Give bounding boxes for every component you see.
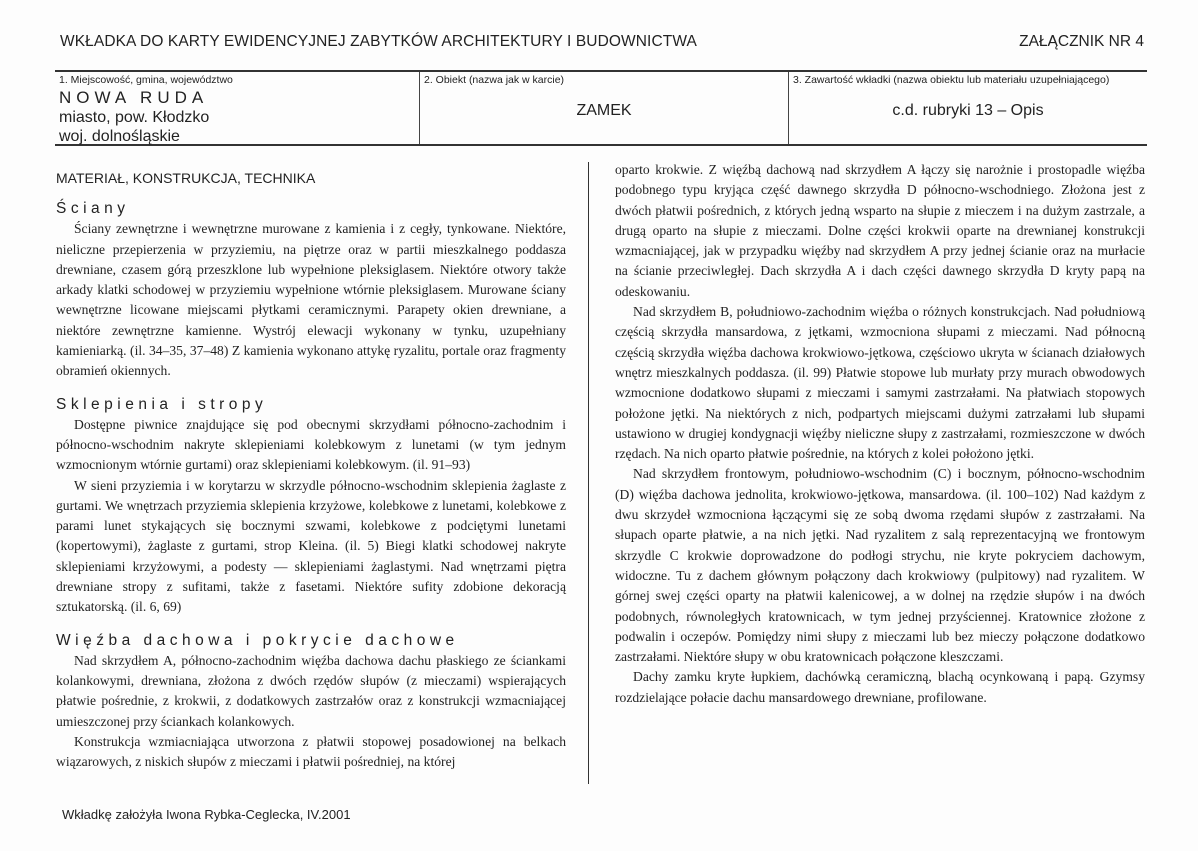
vaults-heading: Sklepienia i stropy xyxy=(56,395,268,413)
location-town: NOWA RUDA xyxy=(59,88,209,107)
roof-paragraph-3: Nad skrzydłem B, południowo-zachodnim więźba o różnych konstrukcjach. Nad południową częścią skrzydła mansardowa, z jętkami, wzmocniona słupami z mieczami. Nad północną częścią skrzydła więźba dachowa krokwiowo-jętkowa, częściowo ukryta w ścianach działowych wnętrz mieszkalnych poddasza. (il. 99) Płatwie stopowe lub murłaty przy murach obwodowych wzmocnione dodatkowo słupami z mieczami i samymi zastrzałami. Na płatwiach stopowych położone jętki. Na niektórych z nich, podpartych miejscami dużymi zatrzałami lub słupami ustawiono w drugiej kondygnacji więźby nieliczne słupy z zastrzałami, rozmieszczone w dwóch rzędach. Na nich oparto płatwie pośrednie, na których z kolei położono jętki. xyxy=(615,304,1145,462)
header-fields-table xyxy=(55,70,1147,146)
walls-paragraph: Ściany zewnętrzne i wewnętrzne murowane z kamienia i z cegły, tynkowane. Niektóre, nieliczne przepierzenia w przyziemiu, na piętrze oraz w partii mieszkalnego poddasza drewniane, czasem górą przeszklone lub wypełnione pleksiglasem. Niektóre otwory także arkady klatki schodowej w przyziemiu wypełnione wtórnie pleksiglasem. Murowane ściany wewnętrzne licowane miejscami płytkami ceramicznymi. Parapety okien drewniane, a niektóre zewnętrzne kamienne. Wystrój elewacji wykonany w tynku, uzupełniany kamieniarką. (il. 34–35, 37–48) Z kamienia wykonano attykę ryzalitu, portale oraz fragmenty obramień okiennych. xyxy=(56,221,566,379)
content-cell xyxy=(788,72,1147,144)
document-title: WKŁADKA DO KARTY EWIDENCYJNEJ ZABYTKÓW ARCHITEKTURY I BUDOWNICTWA xyxy=(60,33,697,50)
vaults-paragraph-2: W sieni przyziemia i w korytarzu w skrzydle północno-wschodnim sklepienia żaglaste z gurtami. We wnętrzach przyziemia sklepienia krzyżowe, kolebkowe z lunetami, kolebkowe z parami lunet stykających się bocznymi szwami, kolebkowe z podciętymi lunetami (kopertowymi), żaglaste z gurtami, strop Kleina. (il. 5) Biegi klatki schodowej nakryte sklepieniami krzyżowymi, a podesty — sklepieniami żaglastymi. Nad wnętrzami piętra drewniane stropy z sufitami, także z fasetami. Niektóre sufity zdobione dekoracją sztukatorską. (il. 6, 69) xyxy=(56,477,566,615)
roof-paragraph-2-continued: oparto krokwie. Z więźbą dachową nad skrzydłem A łączy się narożnie i prostopadle więźba podobnego typu kryjąca część dawnego skrzydła D północno-wschodniego. Złożona jest z dwóch płatwii pośrednich, z których jedną wsparto na słupie z mieczem i na dużym zastrzale, a drugą oparto na słupie z mieczami. Dolne części krokwii oparte na drewnianej konstrukcji wzmacniającej, jak w przypadku więźby nad skrzydłem A przy jednej ścianie oraz na murłacie na ścianie przeciwległej. Dach skrzydła A i dach części dawnego skrzydła D kryty papą na odeskowaniu. xyxy=(615,162,1145,299)
location-county: miasto, pow. Kłodzko xyxy=(59,109,210,126)
annex-number: ZAŁĄCZNIK NR 4 xyxy=(1019,33,1144,50)
left-column xyxy=(56,160,566,772)
content-value: c.d. rubryki 13 – Opis xyxy=(892,102,1044,119)
author-footer: Wkładkę założyła Iwona Rybka-Ceglecka, IV.2001 xyxy=(62,807,351,822)
location-voivodeship: woj. dolnośląskie xyxy=(59,128,180,145)
section-heading: MATERIAŁ, KONSTRUKCJA, TECHNIKA xyxy=(56,170,316,186)
location-cell xyxy=(55,72,419,144)
object-name: ZAMEK xyxy=(576,102,632,119)
content-label: 3. Zawartość wkładki (nazwa obiektu lub materiału uzupełniającego) xyxy=(793,74,1110,86)
right-column xyxy=(615,160,1145,708)
roof-paragraph-5: Dachy zamku kryte łupkiem, dachówką ceramiczną, blachą ocynkowaną i papą. Gzymsy rozdzielające połacie dachu mansardowego drewniane, profilowane. xyxy=(615,669,1145,705)
roof-heading: Więźba dachowa i pokrycie dachowe xyxy=(56,631,459,649)
roof-paragraph-1: Nad skrzydłem A, północno-zachodnim więźba dachowa dachu płaskiego ze ściankami kolankowymi, drewniana, złożona z dwóch rzędów słupów (z mieczami) wspierających płatwie pośrednie, z krokwii, z dodatkowych zastrzałów oraz z konstrukcji wzmacniającej umieszczonej przy ściankach kolankowych. xyxy=(56,652,566,729)
column-divider xyxy=(588,162,589,784)
walls-heading: Ściany xyxy=(56,200,130,218)
location-label: 1. Miejscowość, gmina, województwo xyxy=(59,74,233,86)
roof-paragraph-2: Konstrukcja wzmiacniająca utworzona z płatwii stopowej posadowionej na belkach wiązarowych, z niskich słupów z mieczami i płatwii pośredniej, na której xyxy=(56,733,566,770)
roof-paragraph-4: Nad skrzydłem frontowym, południowo-wschodnim (C) i bocznym, północno-wschodnim (D) więźba dachowa jednolita, krokwiowo-jętkowa, mansardowa. (il. 100–102) Nad każdym z dwu skrzydeł wzmocniona łączącymi się ze sobą dwoma rzędami słupów z zastrzałami. Na słupach oparte płatwie, a na nich jętki. Nad ryzalitem z salą reprezentacyjną we frontowym skrzydle C krokwie doprowadzone do podłogi strychu, nie kryte pokryciem dachowym, widoczne. Tu z dachem głównym połączony dach krokwiowy (pulpitowy) nad ryzalitem. W górnej swej części oparty na płatwii kalenicowej, a w dolnej na rzędzie słupów i na dwóch podobnych, równoległych kratownicach, w tym jednej przyściennej. Kratownice złożone z podwalin i oczepów. Pomiędzy nimi słupy z mieczami lub bez mieczy połączone dodatkowo zastrzałami. Niektóre słupy w obu kratownicach połączone kleszczami. xyxy=(615,466,1145,665)
object-label: 2. Obiekt (nazwa jak w karcie) xyxy=(424,74,565,86)
vaults-paragraph-1: Dostępne piwnice znajdujące się pod obecnymi skrzydłami północno-zachodnim i północno-wschodnim nakryte sklepieniami kolebkowym z lunetami (w tym jednym wzmocnionym wtórnie gurtami) oraz sklepieniami kolebkowym. (il. 91–93) xyxy=(56,416,566,473)
object-cell xyxy=(419,72,788,144)
